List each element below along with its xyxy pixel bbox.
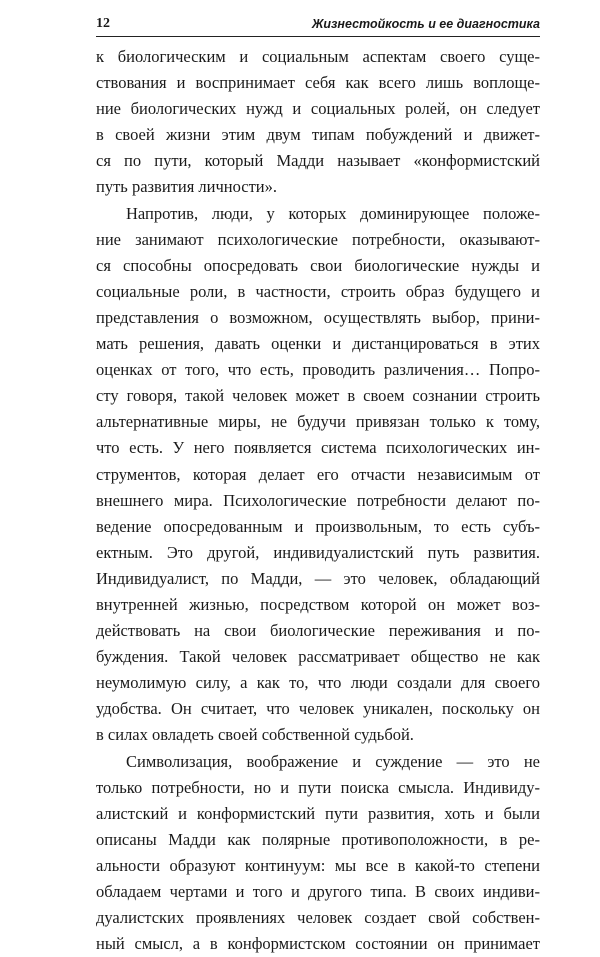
- text-line: Напротив, люди, у которых доминирующее положе-: [126, 203, 540, 223]
- text-line: удобства. Он считает, что человек уникален, поскольку он: [96, 699, 540, 719]
- text-line: ние занимают психологические потребности, оказывают-: [96, 229, 540, 249]
- text-line: представления о возможном, осуществлять выбор, прини-: [96, 307, 540, 327]
- text-line: что есть. У него появляется система психологических ин-: [96, 438, 540, 458]
- text-line: альности образуют континуум: мы все в какой-то степени: [96, 855, 540, 875]
- text-line: описаны Мадди как полярные противоположности, в ре-: [96, 829, 540, 849]
- text-line: только потребности, но и пути поиска смысла. Индивиду-: [96, 777, 540, 797]
- text-line: буждения. Такой человек рассматривает общество не как: [96, 647, 540, 667]
- text-line: внутренней жизнью, посредством которой он может воз-: [96, 594, 540, 614]
- text-line: ведение опосредованным и произвольным, то есть субъ-: [96, 516, 540, 536]
- text-line: в силах овладеть своей собственной судьбой.: [96, 725, 414, 745]
- text-line: путь развития личности».: [96, 177, 278, 197]
- text-line: ние биологических нужд и социальных ролей, он следует: [96, 99, 540, 119]
- text-line: действовать на свои биологические переживания и по-: [96, 621, 540, 641]
- text-line: Символизация, воображение и суждение — это не: [126, 751, 540, 771]
- running-header: [96, 14, 540, 37]
- text-line: мать решения, давать оценки и дистанцироваться в этих: [96, 334, 540, 354]
- text-line: социальные роли, в частности, строить образ будущего и: [96, 281, 540, 301]
- text-line: в своей жизни этим двум типам побуждений и движет-: [96, 125, 540, 145]
- text-line: оценках от того, что есть, проводить различения… Попро-: [96, 360, 540, 380]
- text-line: алистский и конформистский пути развития, хоть и были: [96, 803, 540, 823]
- page-number: 12: [96, 16, 110, 31]
- text-line: неумолимую силу, а как то, что люди создали для своего: [96, 673, 540, 693]
- text-line: сту говоря, такой человек может в своем сознании строить: [96, 386, 540, 406]
- text-line: к биологическим и социальным аспектам своего суще-: [96, 47, 540, 66]
- text-line: ствования и воспринимает себя как всего лишь воплоще-: [96, 73, 540, 93]
- running-title: Жизнестойкость и ее диагностика: [311, 17, 540, 31]
- text-line: обладаем чертами и того и другого типа. В своих индиви-: [96, 882, 540, 901]
- body-text: [96, 44, 540, 957]
- text-line: внешнего мира. Психологические потребности делают по-: [96, 490, 540, 510]
- text-line: дуалистских проявлениях человек создает свой собствен-: [96, 908, 540, 928]
- text-line: альтернативные миры, не будучи привязан только к тому,: [96, 412, 540, 432]
- text-line: ектным. Это другой, индивидуалистский путь развития.: [96, 542, 540, 562]
- text-line: Индивидуалист, по Мадди, — это человек, обладающий: [96, 568, 540, 588]
- text-line: ся по пути, который Мадди называет «конформистский: [96, 151, 540, 171]
- text-line: ся способны опосредовать свои биологические нужды и: [96, 255, 540, 275]
- text-line: струментов, которая делает его отчасти независимым от: [96, 464, 540, 484]
- text-line: ный смысл, а в конформистском состоянии он принимает: [96, 934, 540, 954]
